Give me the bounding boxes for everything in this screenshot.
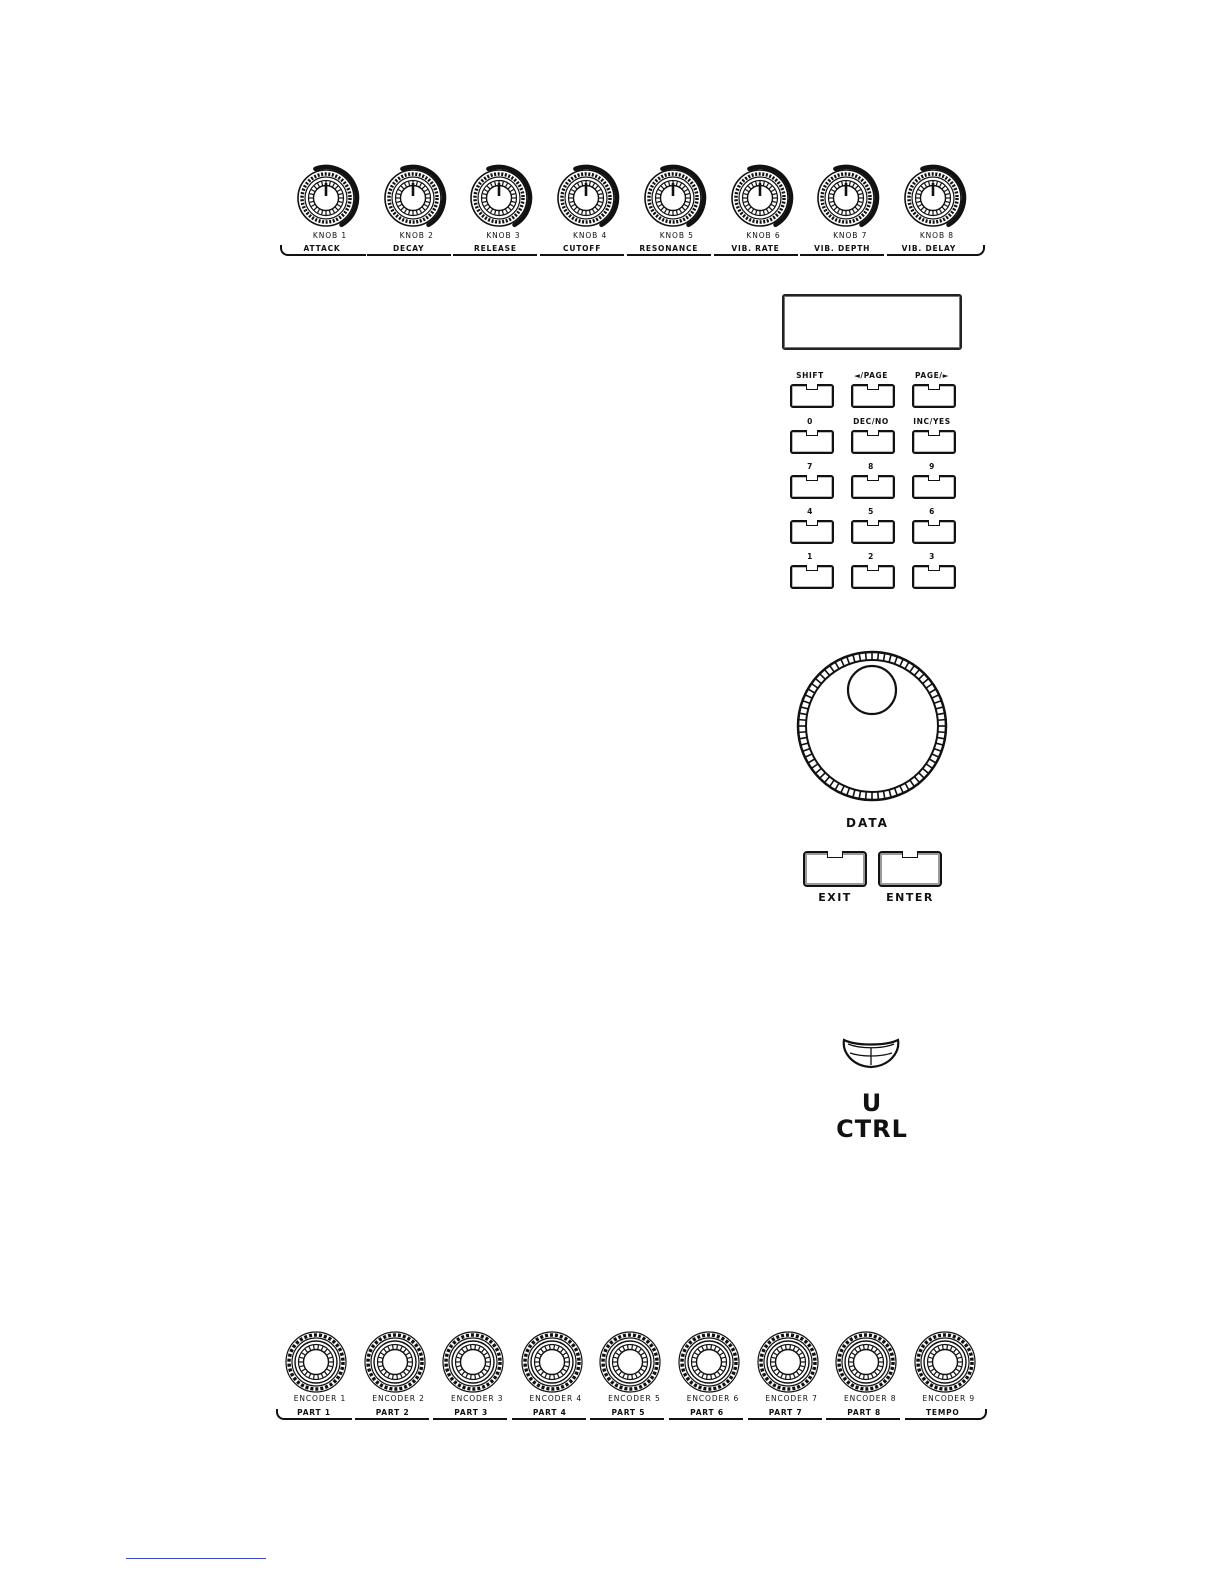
keypad-button[interactable] xyxy=(851,520,895,544)
data-wheel[interactable] xyxy=(792,646,952,806)
knob[interactable] xyxy=(899,164,969,234)
knob-label: KNOB 2 xyxy=(399,231,434,240)
keypad-label: 0 xyxy=(807,417,813,426)
lcd-display xyxy=(782,294,962,350)
encoder-label: ENCODER 3 xyxy=(450,1394,504,1403)
encoder-knob[interactable] xyxy=(832,1328,902,1398)
keypad-button[interactable] xyxy=(912,565,956,589)
keypad-label: 1 xyxy=(807,552,813,561)
knob-label: KNOB 8 xyxy=(919,231,954,240)
encoder-label: ENCODER 6 xyxy=(686,1394,740,1403)
knob-label: KNOB 4 xyxy=(573,231,608,240)
keypad-label: SHIFT xyxy=(796,371,824,380)
knob[interactable] xyxy=(465,164,535,234)
keypad-button[interactable] xyxy=(790,384,834,408)
encoder-knob[interactable] xyxy=(911,1328,981,1398)
encoder-function-label: TEMPO xyxy=(926,1408,960,1417)
knob-label: KNOB 3 xyxy=(486,231,521,240)
knob[interactable] xyxy=(639,164,709,234)
keypad-label: 2 xyxy=(868,552,874,561)
knob-function-label: CUTOFF xyxy=(563,244,602,253)
keypad-led xyxy=(928,384,940,390)
keypad-led xyxy=(806,430,818,436)
keypad-button[interactable] xyxy=(790,430,834,454)
encoder-label: ENCODER 9 xyxy=(922,1394,976,1403)
encoder-label: ENCODER 2 xyxy=(372,1394,425,1403)
keypad-label: INC/YES xyxy=(913,417,951,426)
keypad-label: PAGE/► xyxy=(915,371,949,380)
encoder-function-label: PART 2 xyxy=(375,1408,410,1417)
encoder-function-label: PART 3 xyxy=(454,1408,489,1417)
keypad-label: 3 xyxy=(929,552,935,561)
keypad-button[interactable] xyxy=(912,384,956,408)
knob-function-label: DECAY xyxy=(393,244,425,253)
keypad-label: 7 xyxy=(807,462,813,471)
encoder-label: ENCODER 8 xyxy=(843,1394,897,1403)
knob-function-label: RESONANCE xyxy=(639,244,699,253)
keypad-button[interactable] xyxy=(912,475,956,499)
knob-label: KNOB 5 xyxy=(659,231,694,240)
keypad-led xyxy=(928,520,940,526)
keypad-led xyxy=(928,565,940,571)
keypad-button[interactable] xyxy=(790,565,834,589)
encoder-knob[interactable] xyxy=(518,1328,588,1398)
keypad-button[interactable] xyxy=(912,430,956,454)
knob[interactable] xyxy=(552,164,622,234)
footer-rule xyxy=(126,1558,266,1559)
keypad-led xyxy=(806,384,818,390)
encoder-label: ENCODER 5 xyxy=(608,1394,661,1403)
encoder-knob[interactable] xyxy=(675,1328,745,1398)
keypad-button[interactable] xyxy=(912,520,956,544)
encoder-knob[interactable] xyxy=(282,1328,352,1398)
keypad-led xyxy=(867,520,879,526)
keypad-led xyxy=(806,520,818,526)
encoder-function-label: PART 8 xyxy=(847,1408,882,1417)
u-ctrl-rocker[interactable] xyxy=(838,1034,904,1078)
knob-function-label: VIB. DEPTH xyxy=(814,244,871,253)
enter-led xyxy=(902,851,918,858)
exit-label: EXIT xyxy=(818,891,852,904)
keypad-label: 4 xyxy=(807,507,813,516)
keypad-button[interactable] xyxy=(851,430,895,454)
encoder-function-label: PART 4 xyxy=(532,1408,567,1417)
enter-button[interactable] xyxy=(878,851,942,887)
enter-label: ENTER xyxy=(886,891,934,904)
u-ctrl-label-2: CTRL xyxy=(836,1115,908,1143)
encoder-label: ENCODER 1 xyxy=(293,1394,347,1403)
keypad-led xyxy=(928,475,940,481)
knob-function-label: RELEASE xyxy=(474,244,517,253)
encoder-knob[interactable] xyxy=(596,1328,666,1398)
keypad-label: 6 xyxy=(929,507,935,516)
encoder-knob[interactable] xyxy=(439,1328,509,1398)
encoder-function-label: PART 6 xyxy=(690,1408,724,1417)
keypad-label: 8 xyxy=(868,462,874,471)
keypad-led xyxy=(867,430,879,436)
keypad-button[interactable] xyxy=(790,520,834,544)
keypad-led xyxy=(928,430,940,436)
knob-label: KNOB 7 xyxy=(833,231,868,240)
keypad-label: 5 xyxy=(868,507,874,516)
knob[interactable] xyxy=(379,164,449,234)
data-wheel-label: DATA xyxy=(846,816,889,830)
keypad-led xyxy=(867,475,879,481)
keypad-label: 9 xyxy=(929,462,935,471)
encoder-label: ENCODER 7 xyxy=(765,1394,818,1403)
knob[interactable] xyxy=(726,164,796,234)
knob[interactable] xyxy=(292,164,362,234)
exit-button[interactable] xyxy=(803,851,867,887)
encoder-label: ENCODER 4 xyxy=(529,1394,583,1403)
encoder-function-label: PART 7 xyxy=(768,1408,803,1417)
knob[interactable] xyxy=(812,164,882,234)
knob-label: KNOB 6 xyxy=(746,231,781,240)
exit-led xyxy=(827,851,843,858)
encoder-knob[interactable] xyxy=(361,1328,431,1398)
keypad-button[interactable] xyxy=(851,565,895,589)
encoder-function-label: PART 1 xyxy=(297,1408,331,1417)
keypad-label: DEC/NO xyxy=(853,417,889,426)
u-ctrl-label-1: U xyxy=(861,1089,883,1117)
keypad-button[interactable] xyxy=(790,475,834,499)
keypad-led xyxy=(867,565,879,571)
knob-function-label: VIB. DELAY xyxy=(901,244,957,253)
keypad-led xyxy=(867,384,879,390)
knob-function-label: VIB. RATE xyxy=(731,244,780,253)
knob-label: KNOB 1 xyxy=(312,231,348,240)
keypad-button[interactable] xyxy=(851,384,895,408)
encoder-function-label: PART 5 xyxy=(611,1408,646,1417)
encoder-knob[interactable] xyxy=(754,1328,824,1398)
keypad-led xyxy=(806,565,818,571)
knob-function-label: ATTACK xyxy=(303,244,341,253)
keypad-led xyxy=(806,475,818,481)
keypad-button[interactable] xyxy=(851,475,895,499)
keypad-label: ◄/PAGE xyxy=(854,371,888,380)
